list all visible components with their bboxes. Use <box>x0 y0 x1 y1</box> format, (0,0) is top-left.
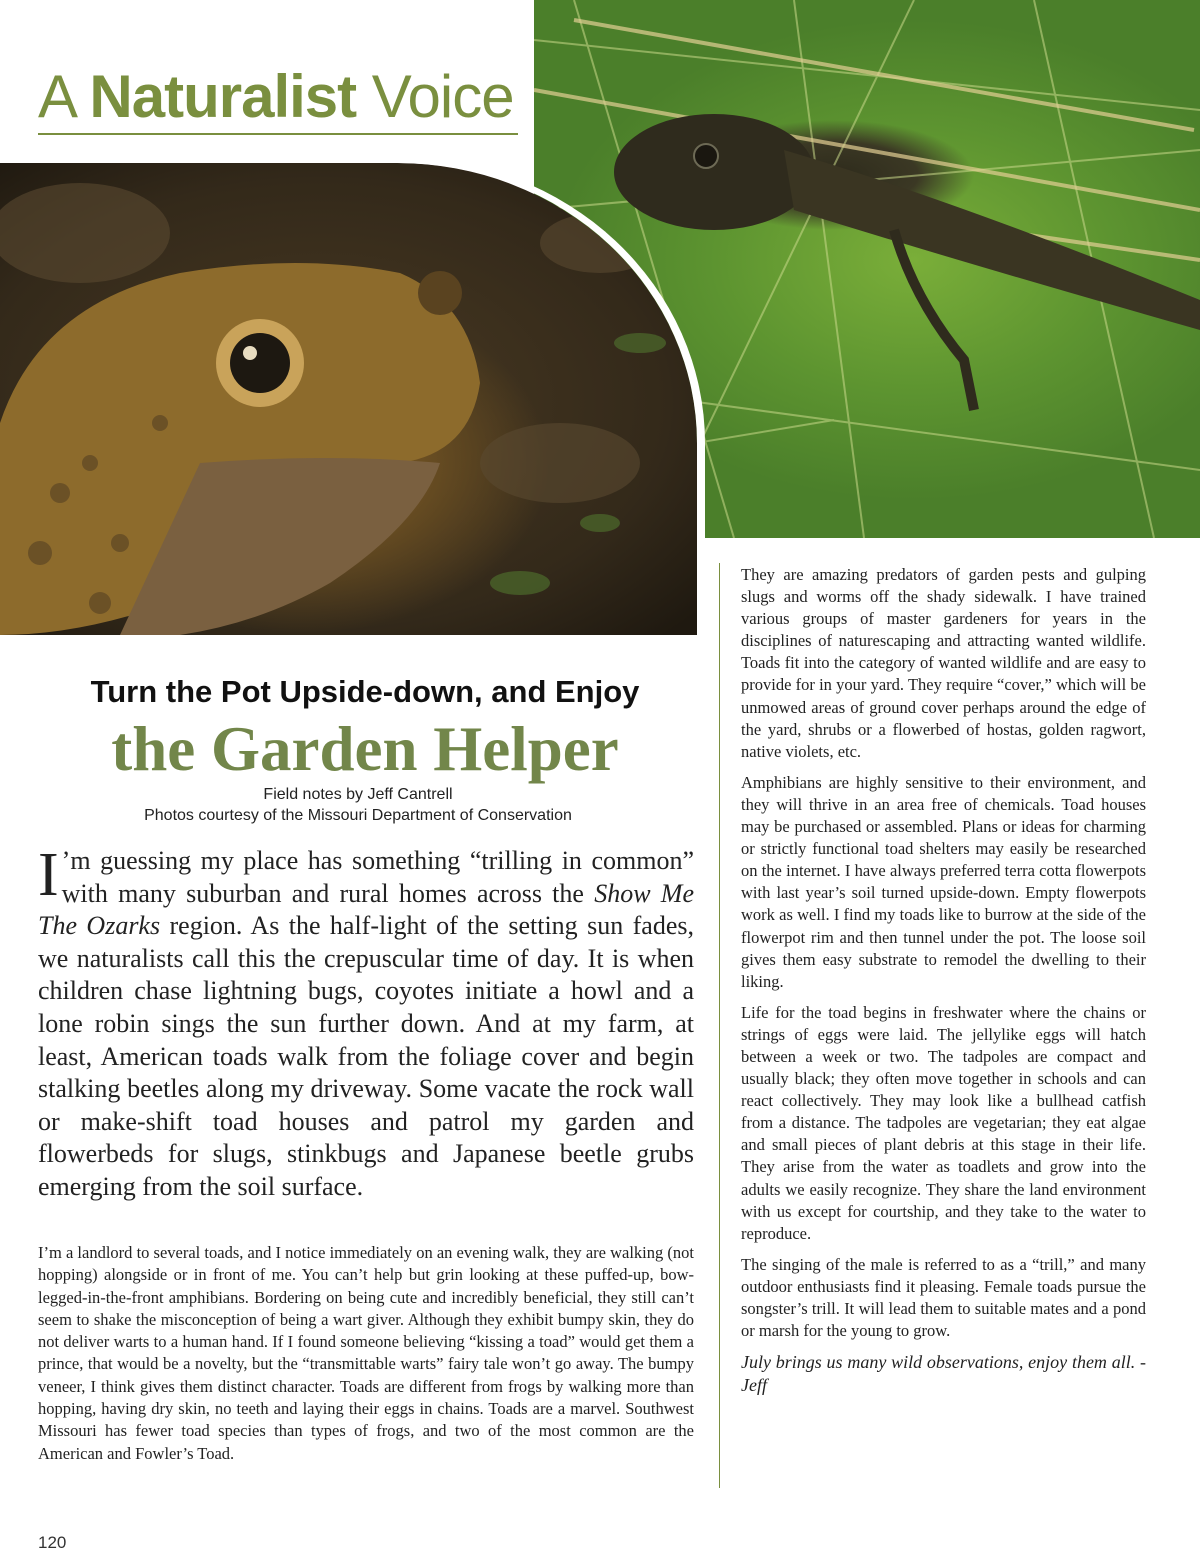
region-name: Show Me The Ozarks <box>38 878 694 941</box>
article-headline: the Garden Helper <box>111 714 619 784</box>
section-masthead <box>38 60 518 134</box>
closing-note: July brings us many wild observations, enjoy them all. - Jeff <box>741 1352 1146 1396</box>
lead-paragraph <box>38 841 694 1204</box>
right-column <box>741 564 1146 1406</box>
drop-cap: I <box>38 841 59 909</box>
masthead-strong: Naturalist <box>89 63 357 130</box>
toad-photo <box>0 163 697 635</box>
toad-photo-container <box>0 163 700 635</box>
page-number: 120 <box>38 1533 67 1552</box>
photo-credit: Photos courtesy of the Missouri Department of Conservation <box>144 807 572 824</box>
right-paragraph: They are amazing predators of garden pests and gulping slugs and worms off the shady sidewalk. I have trained various groups of master gardeners for years in the disciplines of naturescaping and attracting wanted wildlife. Toads fit into the category of wanted wildlife and are easy to provide for in your yard. They require “cover,” which will be unmowed areas of ground cover perhaps around the edge of the yard, shrubs or a flowerbed of hostas, golden ragwort, native violets, etc. <box>741 565 1146 761</box>
column-divider <box>719 563 720 1488</box>
byline: Field notes by Jeff Cantrell <box>263 786 453 803</box>
right-paragraph: Amphibians are highly sensitive to their environment, and they will thrive in an area free of chemicals. Toad houses may be purchased or assembled. Plans or ideas for charming or strictly functional toad shelters may easily be researched on the internet. I have always preferred terra cotta flowerpots with last year’s soil turned upside-down. Empty flowerpots work as well. I find my toads like to burrow at the side of the flowerpot rim and then tunnel under the pot. The loose soil gives them easy substrate to remodel the dwelling to their liking. <box>741 772 1146 991</box>
lead-text-2: region. As the half-light of the setting sun fades, we naturalists call this the crepuscular time of day. It is when children chase lightning bugs, coyotes initiate a howl and a lone robin sings the sun further down. And at my farm, at least, American toads walk from the foliage cover and begin stalking beetles along my driveway. Some vacate the rock wall or make-shift toad houses and patrol my garden and flowerbeds for slugs, stinkbugs and Japanese beetle grubs emerging from the soil surface. <box>38 911 694 1201</box>
masthead-suffix: Voice <box>356 63 514 130</box>
right-paragraph: Life for the toad begins in freshwater where the chains or strings of eggs were laid. The jellylike eggs will hatch between a week or two. The tadpoles are compact and usually black; they often move together in schools and can react collectively. They may look like a bullhead catfish from a distance. The tadpoles are vegetarian; they eat algae and small pieces of plant debris at this stage in their life. They arise from the water as toadlets and grow into the adults we easily recognize. They share the land environment with us except for courtship, and they take to the water to reproduce. <box>741 1002 1146 1243</box>
article-kicker: Turn the Pot Upside-down, and Enjoy <box>90 674 640 709</box>
left-body-paragraph: I’m a landlord to several toads, and I notice immediately on an evening walk, they are walking (not hopping) alongside or in front of me. You can’t help but grin looking at these puffed-up, bow-legged-in-the-front amphibians. Bordering on being cute and incredibly beneficial, they still can’t seem to shake the misconception of being a wart giver. Although they exhibit bumpy skin, they do not deliver warts to a human hand. If I found someone believing “kissing a toad” would get them a prince, that would be a novelty, but the “transmittable warts” fairy tale won’t go away. The bumpy veneer, I think gives them distinct character. Toads are different from frogs by walking more than hopping, having dry skin, no teeth and laying their eggs in chains. Toads are a marvel. Southwest Missouri has fewer toad species than types of frogs, and two of the most common are the American and Fowler’s Toad. <box>38 1243 694 1463</box>
masthead-rule <box>38 133 518 135</box>
right-paragraph: The singing of the male is referred to as a “trill,” and many outdoor enthusiasts find it pleasing. Female toads pursue the songster’s trill. It will lead them to suitable mates and a pond or marsh for the young to grow. <box>741 1254 1146 1341</box>
lead-text-1: ’m guessing my place has something “trilling in common” with many suburban and rural homes across the <box>61 846 694 908</box>
masthead-prefix: A <box>38 63 90 130</box>
toad-illustration <box>0 163 697 635</box>
